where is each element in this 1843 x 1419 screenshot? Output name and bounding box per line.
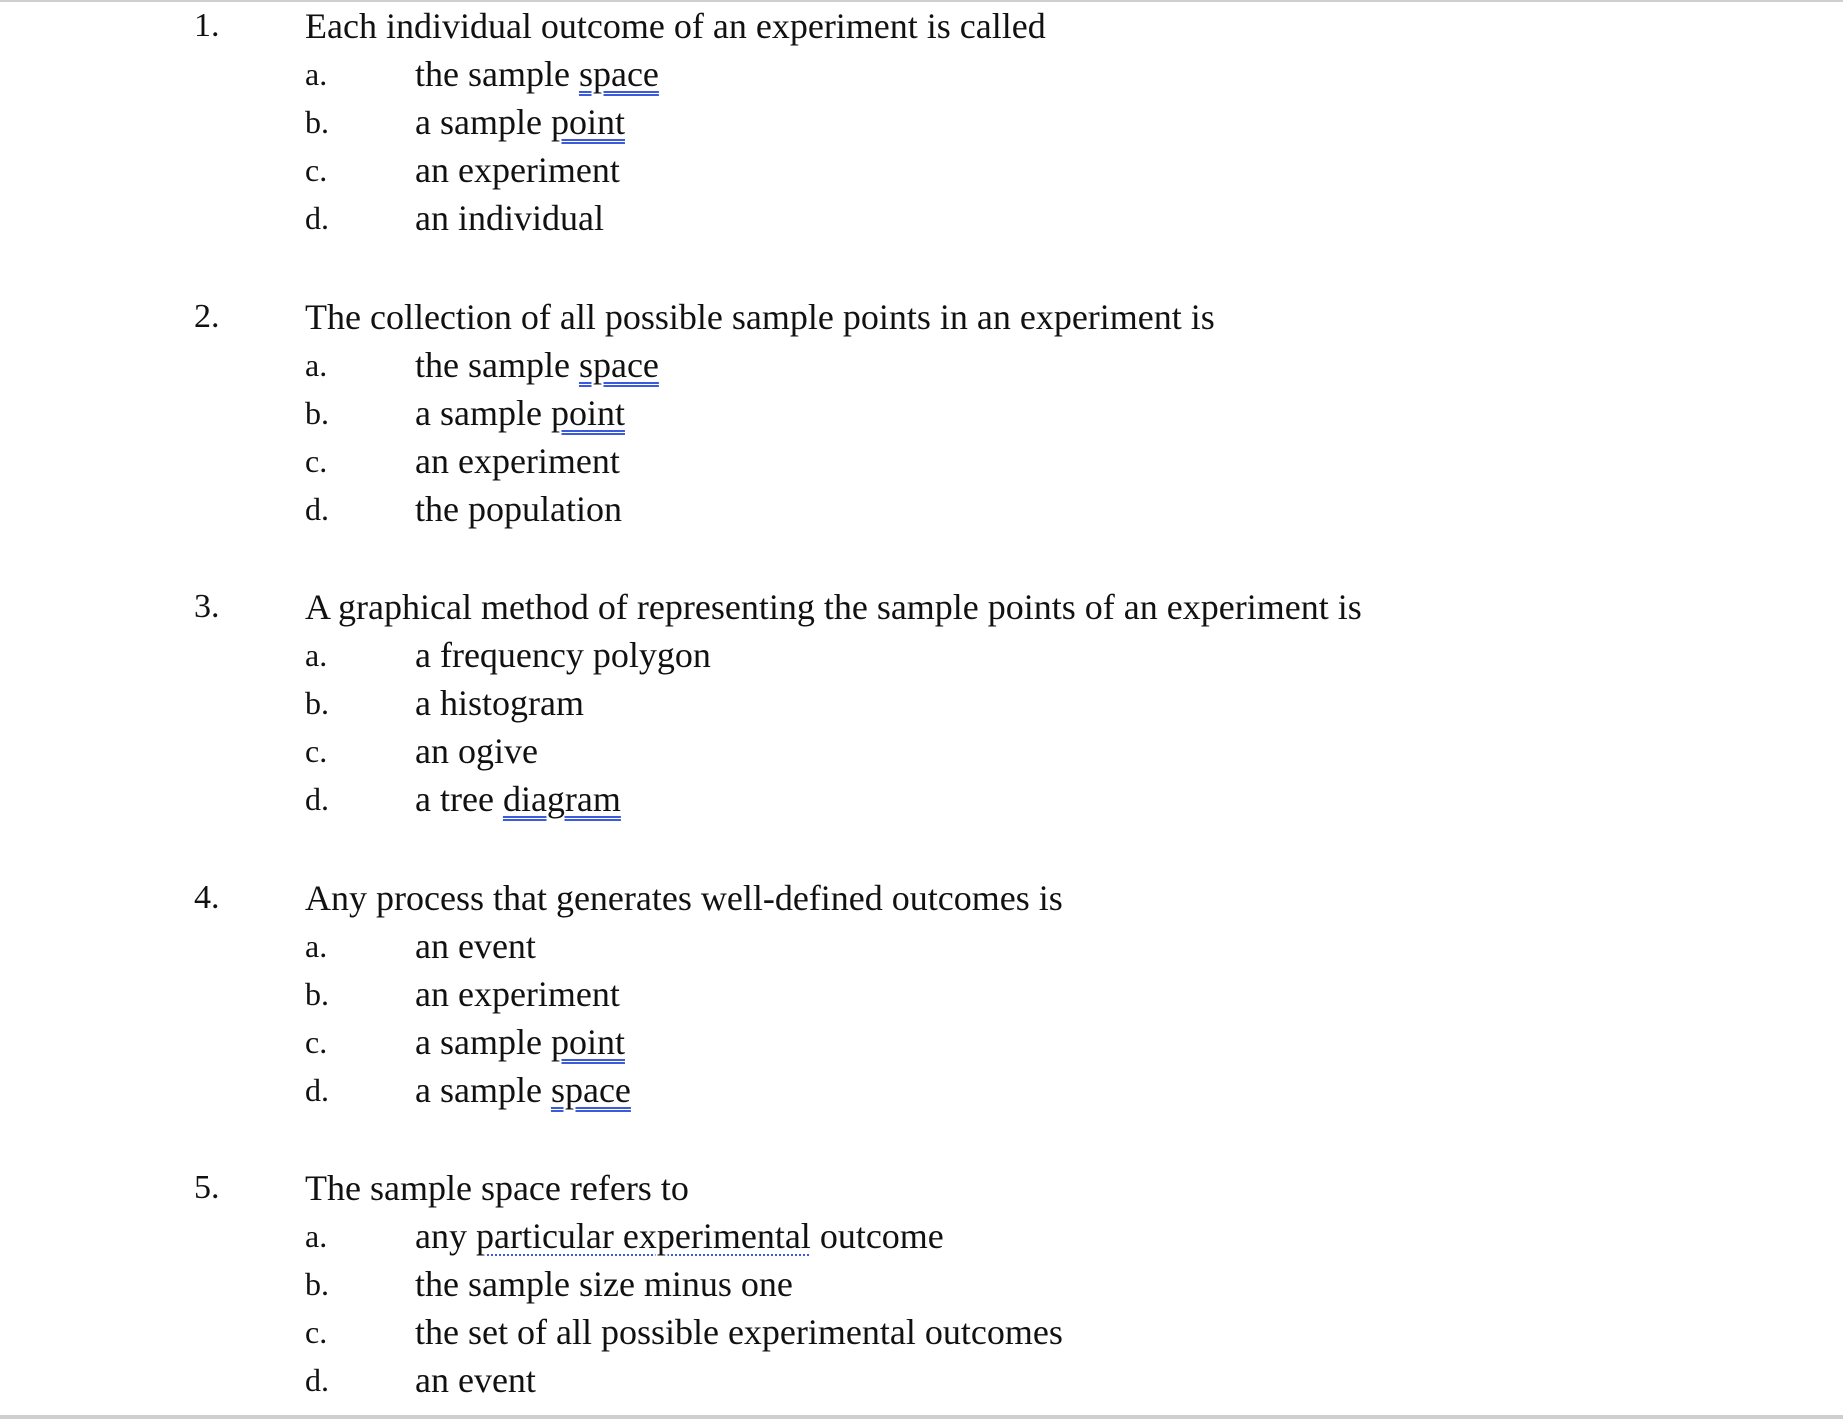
option-text: a sample point bbox=[415, 393, 625, 433]
option-b bbox=[0, 98, 1843, 146]
option-text: a frequency polygon bbox=[415, 635, 711, 675]
option-letter: d. bbox=[305, 781, 329, 817]
option-letter: b. bbox=[305, 104, 329, 140]
option-a bbox=[0, 922, 1843, 970]
question-number: 3. bbox=[194, 588, 220, 625]
option-c bbox=[0, 146, 1843, 194]
option-letter: d. bbox=[305, 1072, 329, 1108]
option-c bbox=[0, 437, 1843, 485]
option-a bbox=[0, 1212, 1843, 1260]
option-letter: a. bbox=[305, 56, 328, 92]
option-text: a sample space bbox=[415, 1070, 631, 1110]
question-number: 2. bbox=[194, 298, 220, 335]
question-stem: Each individual outcome of an experiment is called bbox=[305, 6, 1046, 46]
option-a bbox=[0, 50, 1843, 98]
style-flag: particular experimental bbox=[475, 1216, 811, 1256]
grammar-flag: space bbox=[578, 54, 659, 94]
option-text: an individual bbox=[415, 198, 604, 238]
option-letter: c. bbox=[305, 443, 328, 479]
option-c bbox=[0, 1018, 1843, 1066]
option-text: an experiment bbox=[415, 974, 620, 1014]
option-letter: a. bbox=[305, 347, 328, 383]
option-b bbox=[0, 970, 1843, 1018]
question-stem: The sample space refers to bbox=[305, 1168, 689, 1208]
option-text: the sample space bbox=[415, 54, 659, 94]
option-text: an ogive bbox=[415, 731, 538, 771]
option-letter: d. bbox=[305, 491, 329, 527]
grammar-flag: diagram bbox=[502, 779, 621, 819]
option-text: a sample point bbox=[415, 102, 625, 142]
option-letter: d. bbox=[305, 1362, 329, 1398]
option-letter: b. bbox=[305, 1266, 329, 1302]
option-d bbox=[0, 485, 1843, 533]
option-a bbox=[0, 631, 1843, 679]
option-text: a histogram bbox=[415, 683, 584, 723]
option-letter: c. bbox=[305, 1024, 328, 1060]
question-stem: Any process that generates well-defined outcomes is bbox=[305, 878, 1063, 918]
option-letter: a. bbox=[305, 928, 328, 964]
grammar-flag: space bbox=[550, 1070, 631, 1110]
grammar-flag: space bbox=[578, 345, 659, 385]
option-text: an event bbox=[415, 1360, 536, 1400]
option-b bbox=[0, 1260, 1843, 1308]
option-letter: c. bbox=[305, 152, 328, 188]
question-number: 5. bbox=[194, 1169, 220, 1206]
question-stem: A graphical method of representing the sample points of an experiment is bbox=[305, 587, 1362, 627]
option-d bbox=[0, 1356, 1843, 1404]
option-text: an experiment bbox=[415, 150, 620, 190]
option-text: the set of all possible experimental outcomes bbox=[415, 1312, 1063, 1352]
grammar-flag: point bbox=[550, 1022, 625, 1062]
question-number: 1. bbox=[194, 7, 220, 44]
option-letter: d. bbox=[305, 200, 329, 236]
option-d bbox=[0, 194, 1843, 242]
option-letter: c. bbox=[305, 733, 328, 769]
option-letter: a. bbox=[305, 637, 328, 673]
option-letter: b. bbox=[305, 685, 329, 721]
option-b bbox=[0, 389, 1843, 437]
question-stem: The collection of all possible sample points in an experiment is bbox=[305, 297, 1215, 337]
option-letter: c. bbox=[305, 1314, 328, 1350]
question-number: 4. bbox=[194, 879, 220, 916]
option-text: the population bbox=[415, 489, 622, 529]
option-c bbox=[0, 1308, 1843, 1356]
page-bottom-border bbox=[0, 1415, 1843, 1419]
option-letter: a. bbox=[305, 1218, 328, 1254]
grammar-flag: point bbox=[550, 393, 625, 433]
option-a bbox=[0, 341, 1843, 389]
option-text: an experiment bbox=[415, 441, 620, 481]
option-text: the sample space bbox=[415, 345, 659, 385]
option-text: a tree diagram bbox=[415, 779, 621, 819]
page-top-border bbox=[0, 0, 1843, 2]
grammar-flag: point bbox=[550, 102, 625, 142]
option-d bbox=[0, 1066, 1843, 1114]
option-b bbox=[0, 679, 1843, 727]
option-d bbox=[0, 775, 1843, 823]
option-text: any particular experimental outcome bbox=[415, 1216, 944, 1256]
option-text: an event bbox=[415, 926, 536, 966]
option-c bbox=[0, 727, 1843, 775]
option-letter: b. bbox=[305, 395, 329, 431]
option-letter: b. bbox=[305, 976, 329, 1012]
option-text: a sample point bbox=[415, 1022, 625, 1062]
option-text: the sample size minus one bbox=[415, 1264, 793, 1304]
